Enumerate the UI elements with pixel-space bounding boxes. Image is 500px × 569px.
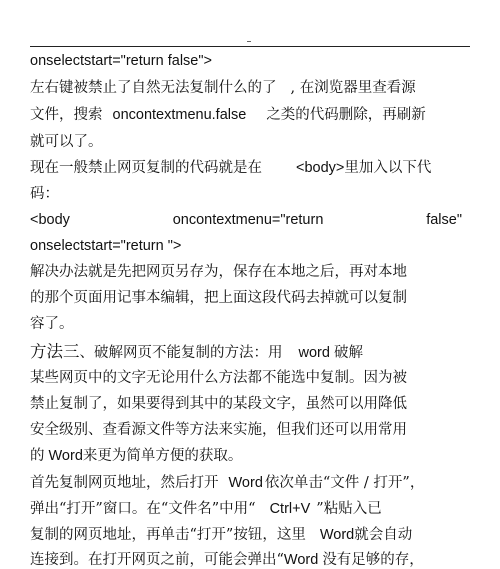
text-line (30, 500, 382, 518)
line-segment: <body>里加入以下代 (296, 160, 432, 176)
text-line (30, 526, 412, 544)
line-segment: 、破解网页不能复制的方法：用 (79, 345, 283, 361)
text-line (30, 369, 407, 387)
line-segment: word 破解 (298, 345, 363, 361)
text-line (30, 237, 181, 255)
text-line (30, 159, 431, 177)
text-line (30, 315, 74, 333)
line-segment: 现在一般禁止网页复制的代码就是在 (30, 160, 262, 176)
line-segment: 禁止复制了，如果要得到其中的某段文字，虽然可以用降低 (30, 396, 407, 412)
text-line (30, 395, 407, 413)
line-segment: 弹出“打开”窗口。在“文件名”中用“ (30, 501, 256, 517)
line-segment: onselectstart="return "> (30, 238, 182, 254)
line-segment: 依次单击“文件 / 打开”， (264, 475, 425, 491)
text-line (30, 447, 242, 465)
line-segment: 码： (30, 186, 59, 202)
line-segment: 的 (30, 448, 45, 464)
text-line (30, 343, 363, 362)
header-mark (247, 41, 251, 42)
text-line (30, 185, 59, 203)
line-segment: 文件，搜索 (30, 107, 103, 123)
text-line (30, 79, 416, 97)
text-line (30, 52, 212, 70)
line-segment: 安全级别、查看源文件等方法来实施，但我们还可以用常用 (30, 422, 407, 438)
line-segment: 某些网页中的文字无论用什么方法都不能选中复制。因为被 (30, 370, 407, 386)
line-segment: , 在浏览器里查看源 (290, 80, 416, 96)
line-segment: 左右键被禁止了自然无法复制什么的了 (30, 80, 277, 96)
line-segment: 来更为简单方便的获取。 (82, 448, 243, 464)
text-line (30, 421, 407, 439)
text-line (30, 551, 424, 569)
line-segment: 就会自动 (354, 527, 413, 543)
line-segment: oncontextmenu="return (172, 212, 324, 228)
text-line (30, 474, 424, 492)
header-rule (30, 46, 470, 47)
line-segment: 解决办法就是先把网页另存为，保存在本地之后，再对本地 (30, 264, 407, 280)
line-segment: 复制的网页地址，再单击“打开”按钮，这里 (30, 527, 306, 543)
line-segment: Word (48, 448, 83, 464)
line-segment: 之类的代码删除，再刷新 (266, 107, 426, 123)
text-line (30, 289, 407, 307)
text-line (30, 133, 103, 151)
text-line (30, 211, 462, 229)
section-heading: 方法三 (30, 342, 80, 361)
text-line (30, 106, 426, 124)
line-segment: ”粘贴入已 (316, 501, 382, 517)
text-line (30, 263, 407, 281)
line-segment: oncontextmenu.false (112, 107, 247, 123)
line-segment: false" (426, 212, 462, 228)
line-segment: 容了。 (30, 316, 74, 332)
line-segment: onselectstart="return false"> (30, 53, 212, 69)
line-segment: 首先复制网页地址，然后打开 (30, 475, 219, 491)
line-segment: <body (30, 212, 70, 228)
line-segment: Ctrl+V (269, 501, 311, 517)
line-segment: Word (283, 552, 319, 568)
line-segment: 没有足够的存， (322, 552, 424, 568)
line-segment: 就可以了。 (30, 134, 103, 150)
line-segment: 连接到。在打开网页之前，可能会弹出“ (30, 552, 284, 568)
line-segment: Word (319, 527, 355, 543)
line-segment: 的那个页面用记事本编辑，把上面这段代码去掉就可以复制 (30, 290, 407, 306)
line-segment: Word (228, 475, 263, 491)
